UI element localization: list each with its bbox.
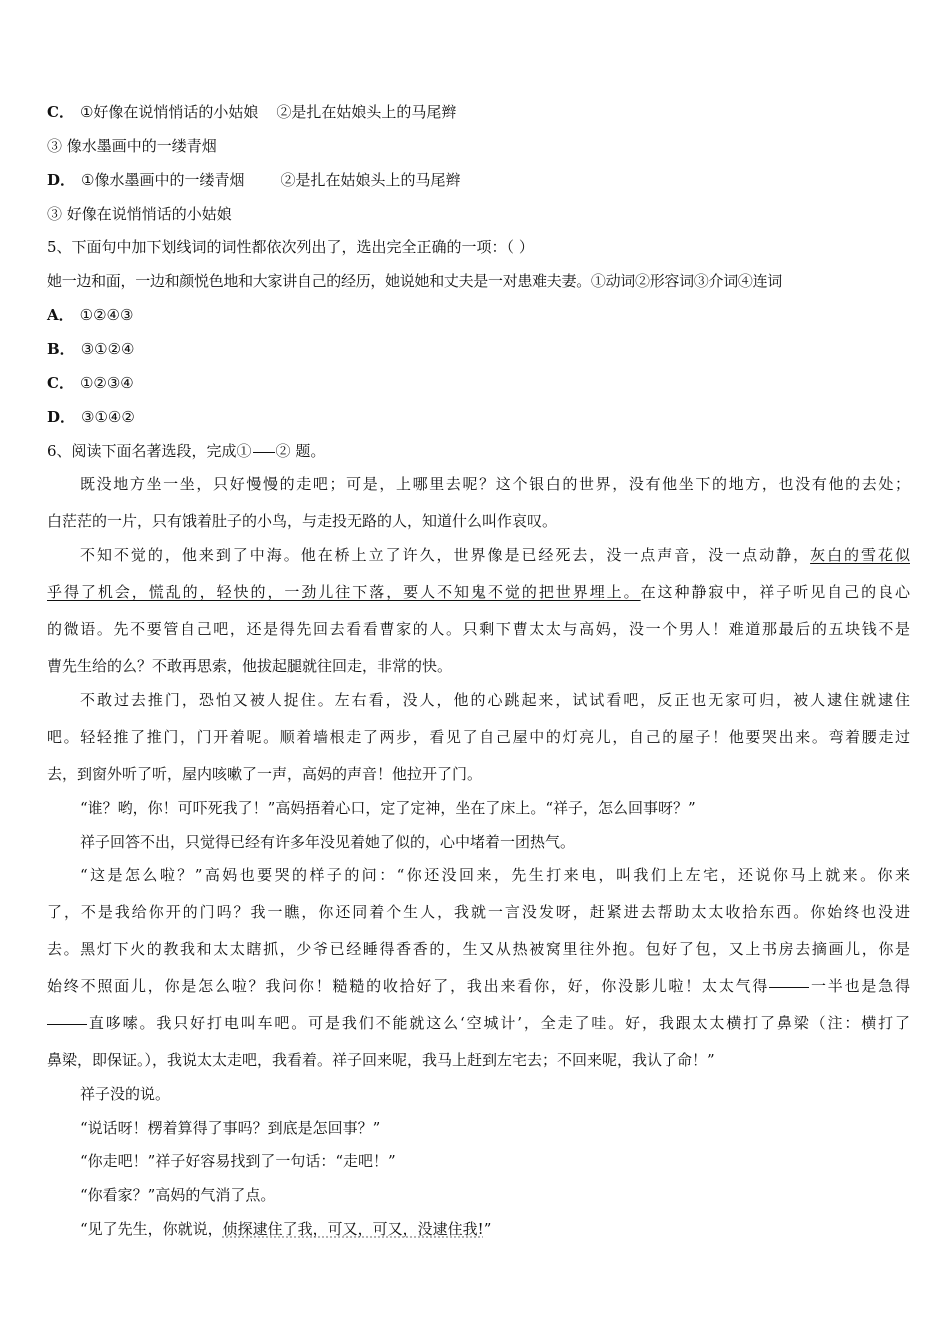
passage-line (47, 976, 910, 996)
passage-line (80, 1185, 275, 1205)
passage-text: 去。黑灯下火的教我和太太瞎抓，少爷已经睡得香香的，生又从热被窝里往外抱。包好了包，又上书房去摘画儿，你是 (47, 940, 910, 958)
q5-stem (47, 237, 534, 257)
passage-line (80, 1151, 396, 1171)
underlined-phrase: 乎得了机会，慌乱的，轻快的，一劲儿往下落，要人不知鬼不觉的把世界埋上。 (47, 583, 641, 601)
passage-text: 吧。轻轻推了推门，门开着呢。顺着墙根走了两步，看见了自己屋中的灯亮儿，自己的屋子！他要哭出来。弯着腰走过 (47, 728, 910, 746)
passage-line (80, 690, 910, 710)
passage-line (47, 511, 557, 531)
q5-sentence (47, 271, 782, 291)
passage-text: 祥子回答不出，只觉得已经有许多年没见着她了似的，心中堵着一团热气。 (80, 833, 576, 851)
question-sentence: 她一边和面，一边和颜悦色地和大家讲自己的经历，她说她和丈夫是一对患难夫妻。①动词②形容词③介词④连词 (47, 272, 783, 290)
question-stem-end: ② 题。 (275, 442, 326, 460)
option-text: ③①④② (81, 408, 135, 426)
passage-text: 直哆嗦。我只好打电叫车吧。可是我们不能就这么‘空城计’，全走了哇。好，我跟太太横打了鼻梁（注：横打了 (87, 1014, 910, 1032)
option-letter: D． (47, 171, 76, 189)
passage-text: “你看家？”高妈的气消了点。 (80, 1186, 276, 1204)
passage-line (47, 902, 910, 922)
passage-line (47, 764, 482, 784)
passage-text: 既没地方坐一坐，只好慢慢的走吧；可是，上哪里去呢？这个银白的世界，没有他坐下的地方，也没有他的去处； (80, 475, 910, 493)
passage-text: “见了先生，你就说， (80, 1220, 223, 1238)
passage-text: 在这种静寂中，祥子听见自己的良心 (640, 583, 910, 601)
passage-text: 了，不是我给你开的门吗？我一瞧，你还同着个生人，我就一言没发呀，赶紧进去帮助太太收拾东西。你始终也没进 (47, 903, 910, 921)
option-part-1: ①好像在说悄悄话的小姑娘 (79, 103, 259, 121)
passage-line (80, 1219, 491, 1239)
passage-line (47, 619, 910, 639)
q4-option-d-cont (47, 204, 232, 224)
passage-text: “这是怎么啦？”高妈也要哭的样子的问：“你还没回来，先生打来电，叫我们上左宅，还说你马上就来。你来 (80, 866, 910, 884)
passage-text: 去，到窗外听了听，屋内咳嗽了一声，高妈的声音！他拉开了门。 (47, 765, 483, 783)
dotted-underlined-phrase: 侦探逮住了我，可又，可又，没逮住我! (222, 1220, 484, 1238)
passage-line (47, 1050, 715, 1070)
option-text: ①②③④ (79, 374, 134, 392)
passage-line (80, 1084, 170, 1104)
passage-line (80, 832, 575, 852)
passage-text: 白茫茫的一片，只有饿着肚子的小鸟，与走投无路的人，知道什么叫作哀叹。 (47, 512, 558, 530)
dash-rule (47, 1024, 87, 1025)
passage-line (47, 727, 910, 747)
option-part-2: ②是扎在姑娘头上的马尾辫 (276, 103, 457, 121)
q5-option-b (47, 339, 134, 359)
passage-text: ” (483, 1220, 492, 1238)
option-letter: C． (47, 103, 74, 121)
option-letter: C． (47, 374, 74, 392)
option-letter: B． (47, 340, 75, 358)
dash-rule (769, 987, 809, 988)
passage-line (47, 582, 910, 602)
passage-text: “你走吧！”祥子好容易找到了一句话：“走吧！” (80, 1152, 396, 1170)
passage-text: 不敢过去推门，恐怕又被人捉住。左右看，没人，他的心跳起来，试试看吧，反正也无家可归，被人逮住就逮住 (80, 691, 910, 709)
passage-line (47, 656, 452, 676)
passage-line (47, 1013, 910, 1033)
passage-text: 鼻梁，即保证。），我说太太走吧，我看着。祥子回来呢，我马上赶到左宅去；不回来呢，我认了命！” (47, 1051, 715, 1069)
option-part-3: ③ 好像在说悄悄话的小姑娘 (47, 205, 232, 223)
passage-line (80, 474, 910, 494)
passage-text: 不知不觉的，他来到了中海。他在桥上立了许久，世界像是已经死去，没一点声音，没一点动静， (80, 546, 811, 564)
passage-text: 一半也是急得 (809, 977, 910, 995)
q4-option-c (47, 102, 456, 122)
q4-option-d (47, 170, 460, 190)
passage-line (80, 1118, 380, 1138)
option-part-3: ③ 像水墨画中的一缕青烟 (47, 137, 217, 155)
q4-option-c-cont (47, 136, 217, 156)
option-part-1: ①像水墨画中的一缕青烟 (81, 171, 245, 189)
q5-option-c (47, 373, 134, 393)
passage-text: “说话呀！楞着算得了事吗？到底是怎回事？” (80, 1119, 381, 1137)
option-letter: A． (47, 306, 74, 324)
q5-option-d (47, 407, 135, 427)
dash-rule (253, 452, 275, 453)
option-part-2: ②是扎在姑娘头上的马尾辫 (280, 171, 461, 189)
passage-line (80, 865, 910, 885)
underlined-phrase: 灰白的雪花似 (810, 546, 910, 564)
question-stem: 5、下面句中加下划线词的词性都依次列出了，选出完全正确的一项：（ ） (47, 238, 534, 256)
passage-text: “谁？哟，你！可吓死我了！”高妈捂着心口，定了定神，坐在了床上。“祥子，怎么回事呀？” (80, 799, 696, 817)
option-text: ③①②④ (80, 340, 135, 358)
passage-line (47, 939, 910, 959)
option-letter: D． (47, 408, 76, 426)
q5-option-a (47, 305, 133, 325)
passage-line (80, 798, 696, 818)
q6-stem (47, 441, 325, 461)
passage-line (80, 545, 910, 565)
passage-text: 祥子没的说。 (80, 1085, 171, 1103)
passage-text: 曹先生给的么？不敢再思索，他拔起腿就往回走，非常的快。 (47, 657, 453, 675)
passage-text: 始终不照面儿，你是怎么啦？我问你！糙糙的收拾好了，我出来看你，好，你没影儿啦！太太气得 (47, 977, 770, 995)
option-text: ①②④③ (79, 306, 134, 324)
question-stem: 6、阅读下面名著选段，完成① (47, 442, 252, 460)
passage-text: 的微语。先不要管自己吧，还是得先回去看看曹家的人。只剩下曹太太与高妈，没一个男人！难道那最后的五块钱不是 (47, 620, 910, 638)
